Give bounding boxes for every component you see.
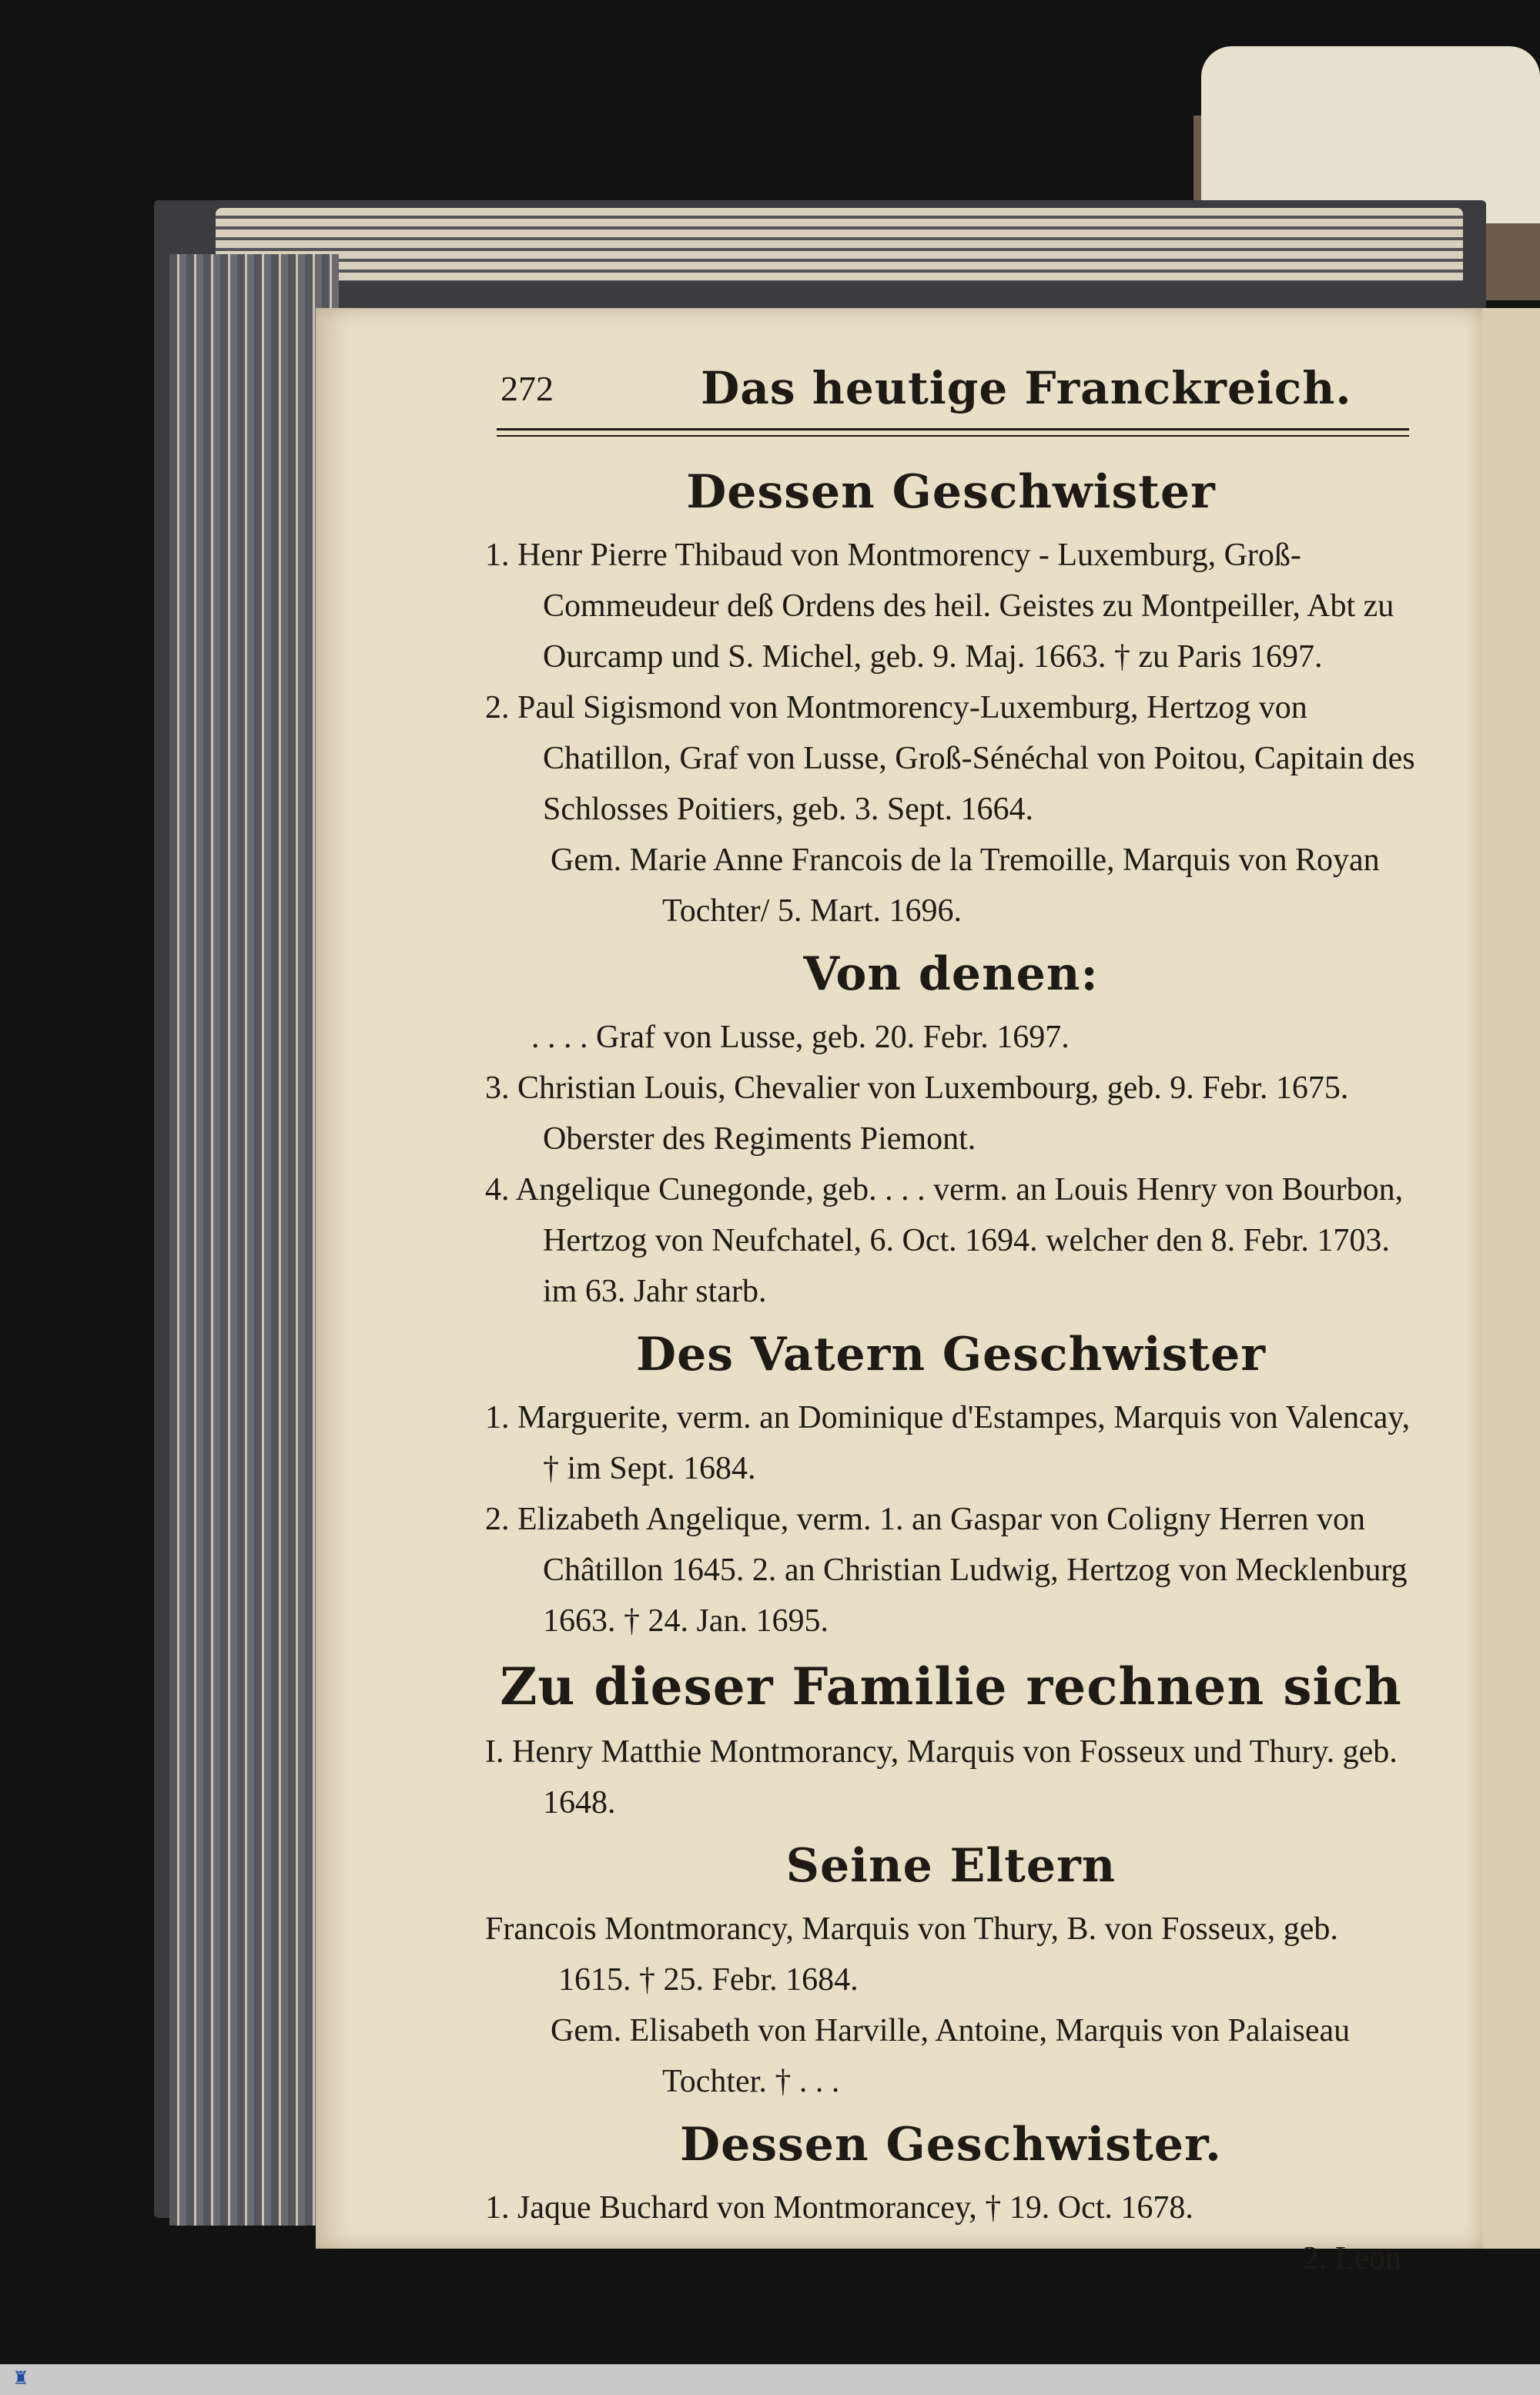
- section-heading: Dessen Geschwister: [686, 465, 1216, 519]
- header-rule: [497, 428, 1409, 437]
- list-item: 2. Elizabeth Angelique, verm. 1. an Gaspar von Coligny Herren von Châtillon 1645. 2. an Christian Ludwig, Hertzog von Mecklenburg 1663. † 24. Jan. 1695.: [485, 1502, 1408, 1639]
- section-heading: Des Vatern Geschwister: [636, 1328, 1266, 1382]
- facing-page-top: [1201, 46, 1540, 223]
- list-item: 2. Paul Sigismond von Montmorency-Luxemburg, Hertzog von Chatillon, Graf von Lusse, Groß-Sénéchal von Poitou, Capitain des Schlosses Poitiers, geb. 3. Sept. 1664.: [485, 690, 1415, 827]
- list-item: 1. Marguerite, verm. an Dominique d'Estampes, Marquis von Valencay, † im Sept. 1684.: [485, 1400, 1411, 1486]
- page-number: 272: [500, 369, 554, 408]
- section-heading: Zu dieser Familie rechnen sich: [500, 1656, 1402, 1717]
- page-text: [485, 454, 1417, 2284]
- list-item: I. Henry Matthie Montmorancy, Marquis von Fosseux und Thury. geb. 1648.: [485, 1734, 1398, 1821]
- section-heading: Von denen:: [803, 947, 1099, 1001]
- spouse-line: Gem. Marie Anne Francois de la Tremoille, Marquis von Royan Tochter/ 5. Mart. 1696.: [551, 842, 1380, 929]
- viewer-bottom-bar: [0, 2364, 1540, 2395]
- list-item: 3. Christian Louis, Chevalier von Luxembourg, geb. 9. Febr. 1675. Oberster des Regiments Piemont.: [485, 1070, 1349, 1157]
- spouse-line: Gem. Elisabeth von Harville, Antoine, Marquis von Palaiseau Tochter. † . . .: [551, 2013, 1351, 2099]
- page-edges-left: [169, 254, 339, 2226]
- section-heading: Dessen Geschwister.: [680, 2118, 1222, 2172]
- library-logo-icon: ♜: [12, 2369, 29, 2389]
- section-heading: Seine Eltern: [785, 1839, 1116, 1893]
- page-edges-top: [216, 208, 1463, 281]
- list-item: 1. Henr Pierre Thibaud von Montmorency - Luxemburg, Groß-Commeudeur deß Ordens des heil. Geistes zu Montpeiller, Abt zu Ourcamp und S. Michel, geb. 9. Maj. 1663. † zu Paris 1697.: [485, 538, 1394, 675]
- list-item: 4. Angelique Cunegonde, geb. . . . verm. an Louis Henry von Bourbon, Hertzog von Neufchatel, 6. Oct. 1694. welcher den 8. Febr. 1703. im 63. Jahr starb.: [485, 1172, 1404, 1309]
- running-title: Das heutige Franckreich.: [701, 362, 1352, 414]
- parents-line: Francois Montmorancy, Marquis von Thury, B. von Fosseux, geb. 1615. † 25. Febr. 1684.: [485, 1911, 1338, 1998]
- page-header: [500, 362, 1409, 424]
- catchword: 2. Leon: [1302, 2241, 1401, 2276]
- list-item: . . . . Graf von Lusse, geb. 20. Febr. 1697.: [531, 1020, 1070, 1055]
- list-item: 1. Jaque Buchard von Montmorancey, † 19. Oct. 1678.: [485, 2190, 1194, 2226]
